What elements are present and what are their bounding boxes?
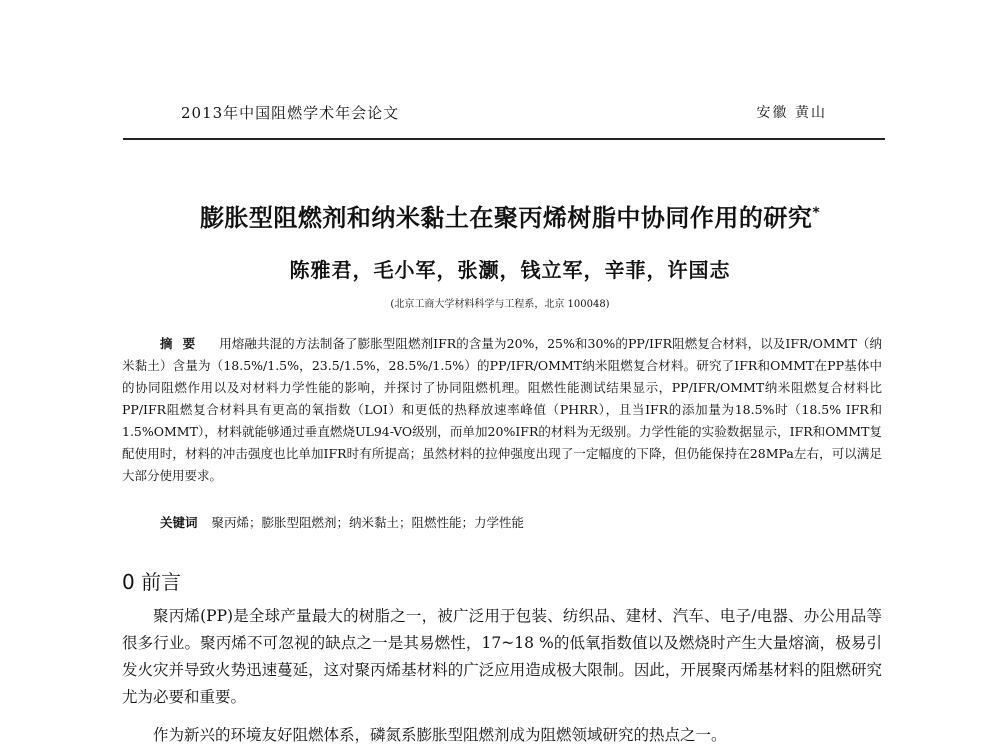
body-paragraph: 聚丙烯(PP)是全球产量最大的树脂之一，被广泛用于包装、纺织品、建材、汽车、电子/电器、办公用品等很多行业。聚丙烯不可忽视的缺点之一是其易燃性，17~18 %的低氧指数值以及燃烧时产生大量熔滴，极易引发火灾并导致火势迅速蔓延，这对聚丙烯基材料的广泛应用造成极大限制。因此，开展聚丙烯基材料的阻燃研究尤为必要和重要。 bbox=[122, 607, 882, 706]
running-header bbox=[123, 102, 883, 142]
conference-name: 2013年中国阻燃学术年会论文 bbox=[181, 104, 400, 122]
keywords-label: 关键词 bbox=[160, 515, 198, 530]
affiliation: (北京工商大学材料科学与工程系，北京 100048) bbox=[390, 299, 610, 310]
paper-title-text: 膨胀型阻燃剂和纳米黏土在聚丙烯树脂中协同作用的研究 bbox=[199, 204, 813, 232]
header-rule bbox=[123, 138, 885, 140]
keywords-text: 聚丙烯；膨胀型阻燃剂；纳米黏土；阻燃性能；力学性能 bbox=[211, 515, 525, 530]
author-list: 陈雅君，毛小军，张灏，钱立军，辛菲，许国志 bbox=[289, 258, 731, 282]
paper-title bbox=[150, 198, 870, 233]
section-heading: 0 前言 bbox=[122, 570, 182, 594]
abstract-text: 用熔融共混的方法制备了膨胀型阻燃剂IFR的含量为20%，25%和30%的PP/IFR阻燃复合材料，以及IFR/OMMT（纳米黏土）含量为（18.5%/1.5%，23.5/1.5%，28.5%/1.5%）的PP/IFR/OMMT纳米阻燃复合材料。研究了IFR和OMMT在PP基体中的协同阻燃作用以及对材料力学性能的影响，并探讨了协同阻燃机理。阻燃性能测试结果显示，PP/IFR/OMMT纳米阻燃复合材料比PP/IFR阻燃复合材料具有更高的氧指数（LOI）和更低的热释放速率峰值（PHRR），且当IFR的添加量为18.5%时（18.5% IFR和1.5%OMMT），材料就能够通过垂直燃烧UL94-VO级别，而单加20%IFR的材料为无级别。力学性能的实验数据显示，IFR和OMMT复配使用时，材料的冲击强度也比单加IFR时有所提高；虽然材料的拉伸强度出现了一定幅度的下降，但仍能保持在28MPa左右，可以满足大部分使用要求。 bbox=[122, 336, 882, 483]
abstract-label: 摘要 bbox=[160, 336, 206, 351]
abstract bbox=[122, 333, 882, 487]
keywords bbox=[160, 512, 880, 534]
body-paragraph-cut: 作为新兴的环境友好阻燃体系，磷氮系膨胀型阻燃剂成为阻燃领域研究的热点之一。 bbox=[153, 726, 727, 744]
title-footnote-mark: * bbox=[812, 205, 821, 221]
conference-location: 安徽 黄山 bbox=[756, 105, 827, 121]
